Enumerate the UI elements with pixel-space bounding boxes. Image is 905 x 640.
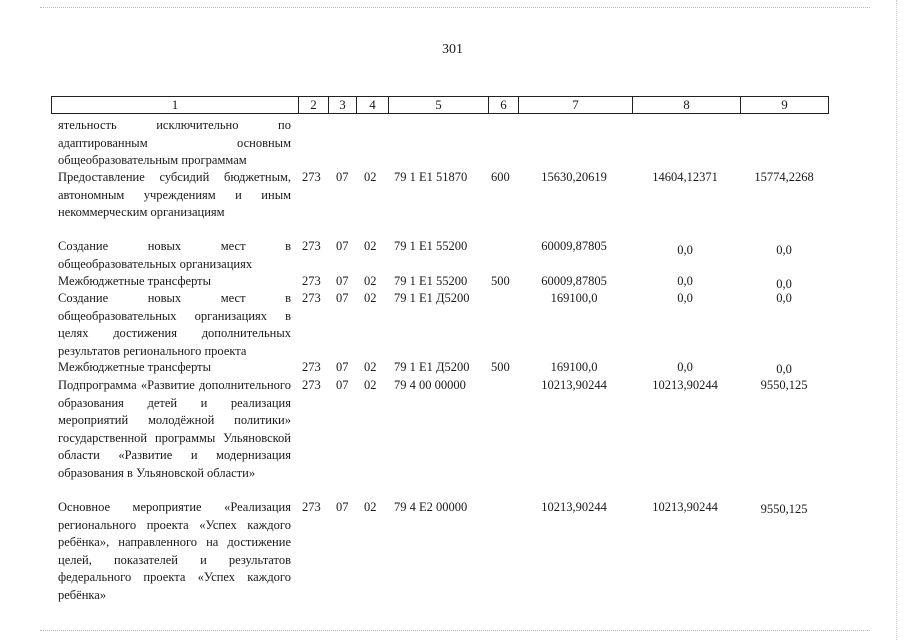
row-name: Предоставление субсидий бюджетным, автономным учреждениям и иным некоммерческим организациям [58,170,291,220]
header-col-9: 9 [740,97,828,113]
row-section: 07 [336,239,349,253]
row-amount-9: 0,0 [776,277,792,291]
row-section: 07 [336,274,349,288]
row-section: 07 [336,360,349,374]
row-subsection: 02 [364,500,377,514]
row-subsection: 02 [364,291,377,305]
row-amount-7: 60009,87805 [541,239,607,253]
header-col-4: 4 [356,97,388,113]
row-amount-8: 14604,12371 [652,170,718,184]
row-ministry: 273 [302,378,321,392]
row-target-code: 79 1 Е1 55200 [394,274,468,288]
row-amount-8: 10213,90244 [652,378,718,392]
header-col-3: 3 [328,97,356,113]
row-ministry: 273 [302,274,321,288]
row-amount-9: 9550,125 [760,502,808,516]
row-name: Межбюджетные трансферты [58,360,212,374]
row-subsection: 02 [364,378,377,392]
row-section: 07 [336,170,349,184]
row-subsection: 02 [364,239,377,253]
row-expense-type: 500 [491,360,510,374]
row-amount-9: 0,0 [776,243,792,257]
row-amount-8: 0,0 [677,274,693,288]
header-col-8: 8 [632,97,740,113]
row-amount-9: 15774,2268 [754,170,814,184]
scan-edge-top [40,7,870,9]
header-col-7: 7 [518,97,632,113]
header-col-6: 6 [488,97,518,113]
header-col-5: 5 [388,97,488,113]
row-ministry: 273 [302,239,321,253]
row-ministry: 273 [302,360,321,374]
row-expense-type: 600 [491,170,510,184]
row-amount-7: 169100,0 [550,291,598,305]
row-section: 07 [336,378,349,392]
row-amount-7: 60009,87805 [541,274,607,288]
header-col-2: 2 [298,97,328,113]
row-amount-7: 10213,90244 [541,378,607,392]
row-amount-8: 0,0 [677,291,693,305]
page-number: 301 [442,42,463,57]
row-amount-7: 10213,90244 [541,500,607,514]
row-amount-9: 0,0 [776,291,792,305]
row-target-code: 79 1 Е1 Д5200 [394,291,470,305]
row-ministry: 273 [302,500,321,514]
row-amount-8: 0,0 [677,243,693,257]
row-ministry: 273 [302,170,321,184]
header-col-1: 1 [171,97,179,112]
row-target-code: 79 1 Е1 Д5200 [394,360,470,374]
row-section: 07 [336,291,349,305]
scan-edge-bottom [40,630,870,632]
row-amount-8: 0,0 [677,360,693,374]
row-subsection: 02 [364,360,377,374]
scan-edge-right [896,0,898,640]
row-section: 07 [336,500,349,514]
row-name: Подпрограмма «Развитие дополнительного образования детей и реализация мероприятий молодёжной политики» государственной программы Ульяновской области «Развитие и модернизация образования в Ульяновской области» [58,378,291,480]
row-amount-8: 10213,90244 [652,500,718,514]
row-expense-type: 500 [491,274,510,288]
row-name: Создание новых мест в общеобразовательных организациях в целях достижения дополнительных результатов регионального проекта [58,291,291,358]
row-subsection: 02 [364,170,377,184]
table-header [51,96,829,114]
row-name: Основное мероприятие «Реализация регионального проекта «Успех каждого ребёнка», направленного на достижение целей, показателей и результатов федерального проекта «Успех каждого ребёнка» [58,500,291,602]
row-target-code: 79 1 Е1 55200 [394,239,468,253]
row-amount-7: 15630,20619 [541,170,607,184]
row-target-code: 79 1 Е1 51870 [394,170,468,184]
row-amount-9: 9550,125 [760,378,808,392]
row-target-code: 79 4 Е2 00000 [394,500,468,514]
row-name: Создание новых мест в общеобразовательных организациях [58,239,291,271]
row-ministry: 273 [302,291,321,305]
row-target-code: 79 4 00 00000 [394,378,466,392]
row-name: Межбюджетные трансферты [58,274,212,288]
row-amount-9: 0,0 [776,362,792,376]
row-subsection: 02 [364,274,377,288]
row-name: ятельность исключительно по адаптированным основным общеобразовательным программам [58,118,291,168]
row-amount-7: 169100,0 [550,360,598,374]
